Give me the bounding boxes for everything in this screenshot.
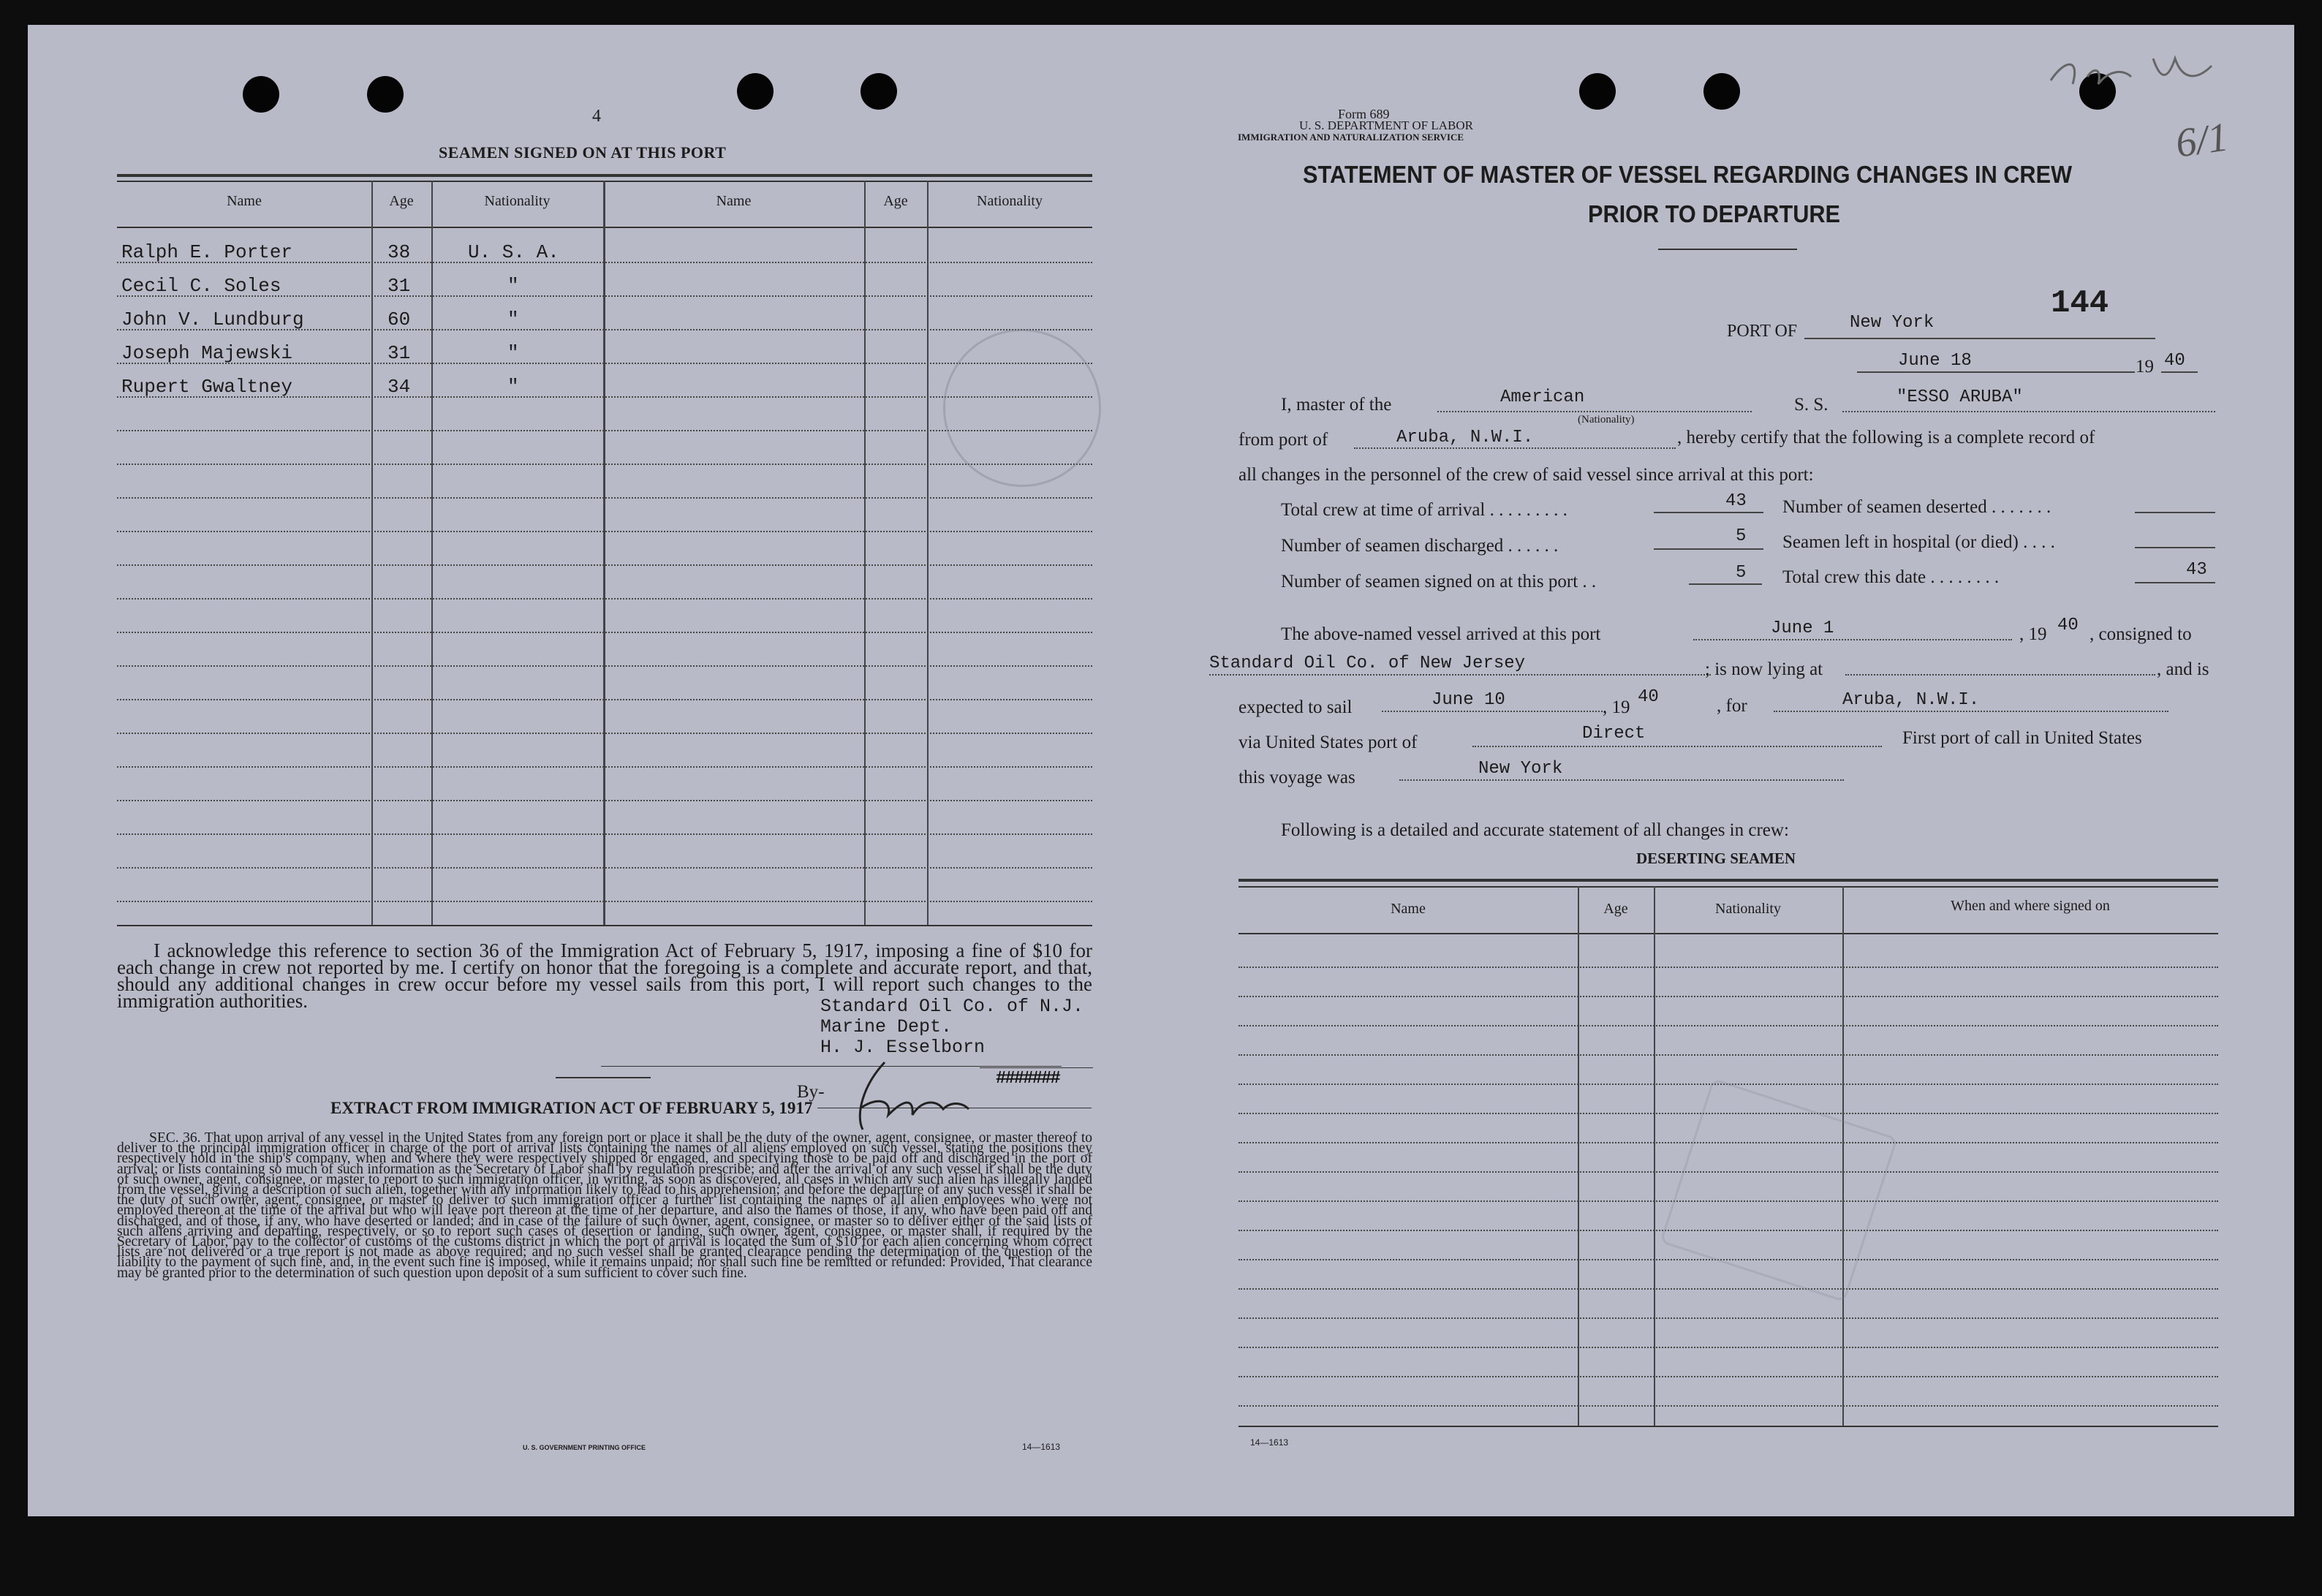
punch-hole xyxy=(737,73,774,110)
seaman-age: 31 xyxy=(387,342,411,364)
seaman-age: 60 xyxy=(387,309,411,330)
total-crew-date: 43 xyxy=(2186,560,2207,580)
sail-year: 40 xyxy=(1638,687,1659,707)
vessel-name: "ESSO ARUBA" xyxy=(1896,387,2023,407)
year-prefix: 19 xyxy=(2136,357,2154,377)
section-title: SEAMEN SIGNED ON AT THIS PORT xyxy=(439,143,727,162)
seaman-nationality: " xyxy=(507,342,519,364)
deserted-label: Number of seamen deserted . . . . . . . xyxy=(1782,497,2051,517)
punch-hole xyxy=(367,76,404,113)
document-sheet xyxy=(28,25,2294,1516)
table-row xyxy=(121,275,281,297)
sail-date: June 10 xyxy=(1432,690,1505,710)
page-number: 4 xyxy=(592,107,601,126)
column-header-age: Age xyxy=(883,193,908,209)
arrived-date: June 1 xyxy=(1771,619,1834,638)
seaman-nationality: U. S. A. xyxy=(468,241,559,263)
hospital-label: Seamen left in hospital (or died) . . . . xyxy=(1782,532,2055,552)
from-port-value: Aruba, N.W.I. xyxy=(1396,428,1534,447)
total-crew-date-label: Total crew this date . . . . . . . . xyxy=(1782,567,2000,587)
extract-text: SEC. 36. That upon arrival of any vessel in the United States from any foreign port or place it shall be the duty of the owner, agent, consignee, or master thereof to deliver to the principal immigration officer in charge of the port of arrival lists containing the names of all aliens employed on such vessel, stating the positions they respectively hold in the ship's company, when and where they were respectively shipped or engaged, and specifying those to be paid off and discharged in the port of arrival; or lists containing so much of such information as the Secretary of Labor shall by regulation prescribe; and after the arrival of any such vessel it shall be the duty of such owner, agent, consignee, or master to report to such immigration officer, in writing, as soon as discovered, all cases in which any such alien has illegally landed from the vessel, giving a description of such alien, together with any information likely to lead to his apprehension; and before the departure of any such vessel it shall be the duty of such owner, agent, consignee, or master to deliver to such immigration officer a further list containing the names of all alien employees who were not employed thereon at the time of the arrival but who will leave port thereon at the time of her departure, and also the names of those, if any, who have been paid off and discharged, and of those, if any, who have deserted or landed; and in case of the failure of such owner, agent, consignee, or master so to deliver either of the said lists of such aliens arriving and departing, respectively, or so to report such cases of desertion or landing, such owner, agent, consignee, or master shall, if required by the Secretary of Labor, pay to the collector of customs of the customs district in which the port of arrival is located the sum of $10 for each alien concerning whom correct lists are not delivered or a true report is not made as above required; and no such vessel shall be granted clearance pending the determination of the question of the liability to the payment of such fine, and, in the event such fine is imposed, while it remains unpaid; nor shall such fine be remitted or refunded: Provided, That clearance may be granted prior to the determination of such question upon deposit of a sum sufficient to cover such fine. xyxy=(117,1130,1092,1281)
punch-hole xyxy=(243,76,279,113)
sail-year-prefix: , 19 xyxy=(1603,697,1630,717)
seaman-age: 34 xyxy=(387,376,411,398)
acknowledgement-paragraph: I acknowledge this reference to section 36 of the Immigration Act of February 5, 1917, imposing a fine of $10 for each change in crew not reported by me. I certify on honor that the foregoing is a complete and accurate report, and that, should any additional changes in crew occur before my vessel sails from this port, I will report such changes to the immigration authorities. xyxy=(117,939,1092,1012)
voyage-label: this voyage was xyxy=(1238,768,1355,787)
consignee: Standard Oil Co. of New Jersey xyxy=(1209,654,1526,673)
certify-text: , hereby certify that the following is a complete record of xyxy=(1677,428,2095,447)
punch-hole xyxy=(1703,73,1740,110)
seaman-nationality: " xyxy=(507,376,519,398)
column-header-age: Age xyxy=(389,193,414,209)
date-month-day: June 18 xyxy=(1898,351,1972,371)
port-label: PORT OF xyxy=(1727,322,1798,341)
extract-title: EXTRACT FROM IMMIGRATION ACT OF FEBRUARY 5, 1917 xyxy=(330,1099,813,1117)
via-label: via United States port of xyxy=(1238,733,1418,752)
seaman-age: 38 xyxy=(387,241,411,263)
handwritten-initials xyxy=(2043,44,2234,102)
stamp-number: 144 xyxy=(2051,285,2109,322)
printing-office: U. S. GOVERNMENT PRINTING OFFICE xyxy=(523,1444,646,1451)
column-header-name: Name xyxy=(227,193,262,209)
nationality-value: American xyxy=(1500,387,1585,407)
column-header-signed-on: When and where signed on xyxy=(1951,898,2110,914)
table-row xyxy=(121,342,292,364)
total-crew-arrival-label: Total crew at time of arrival . . . . . . . . . xyxy=(1281,500,1567,520)
and-is-label: , and is xyxy=(2157,659,2209,679)
deserting-title: DESERTING SEAMEN xyxy=(1636,850,1796,867)
faint-seal-stamp xyxy=(943,329,1101,487)
discharged-count: 5 xyxy=(1736,526,1747,546)
signatory-block xyxy=(817,996,1084,1058)
table-row xyxy=(121,376,292,398)
service-name: IMMIGRATION AND NATURALIZATION SERVICE xyxy=(1238,132,1464,143)
arrived-label: The above-named vessel arrived at this port xyxy=(1281,624,1601,644)
signatory-name: H. J. Esselborn xyxy=(820,1037,986,1058)
by-label: By- xyxy=(797,1082,825,1102)
column-header-nationality: Nationality xyxy=(1715,901,1781,917)
form-number: Form 689 xyxy=(1338,107,1390,121)
certify-text-2: all changes in the personnel of the crew of said vessel since arrival at this port: xyxy=(1238,465,1814,485)
column-header-nationality: Nationality xyxy=(484,193,551,209)
seaman-nationality: " xyxy=(507,275,519,297)
seaman-name: Cecil C. Soles xyxy=(121,275,281,297)
date-year: 40 xyxy=(2164,351,2185,371)
seaman-age: 31 xyxy=(387,275,411,297)
signed-on-count: 5 xyxy=(1736,563,1747,583)
signatory-company: Standard Oil Co. of N.J. xyxy=(820,996,1084,1017)
ss-label: S. S. xyxy=(1794,395,1829,415)
seaman-name: Joseph Majewski xyxy=(121,342,293,364)
table-row xyxy=(121,241,292,263)
form-code: 14—1613 xyxy=(1250,1437,1289,1448)
for-label: , for xyxy=(1717,696,1747,716)
lying-label: ; is now lying at xyxy=(1705,659,1823,679)
column-header-name: Name xyxy=(1391,901,1426,917)
table-row xyxy=(121,309,304,330)
seaman-name: Rupert Gwaltney xyxy=(121,376,293,398)
expected-label: expected to sail xyxy=(1238,697,1353,717)
seaman-name: John V. Lundburg xyxy=(121,309,304,330)
form-title-line2: PRIOR TO DEPARTURE xyxy=(1588,200,1841,227)
column-header-name: Name xyxy=(716,193,752,209)
punch-hole xyxy=(861,73,897,110)
voyage-value: New York xyxy=(1478,759,1563,779)
seaman-name: Ralph E. Porter xyxy=(121,241,293,263)
total-crew-arrival: 43 xyxy=(1725,491,1747,511)
punch-hole xyxy=(1579,73,1616,110)
struck-out-text: ####### xyxy=(996,1069,1059,1089)
signed-on-label: Number of seamen signed on at this port . . xyxy=(1281,572,1597,591)
form-title-line1: STATEMENT OF MASTER OF VESSEL REGARDING CHANGES IN CREW xyxy=(1303,161,2073,188)
handwritten-corner-note: 6/1 xyxy=(2173,114,2231,167)
handwritten-signature xyxy=(833,1056,980,1137)
first-port-label: First port of call in United States xyxy=(1902,728,2142,748)
following-text: Following is a detailed and accurate statement of all changes in crew: xyxy=(1281,820,1789,840)
from-port-label: from port of xyxy=(1238,430,1328,450)
column-header-age: Age xyxy=(1603,901,1628,917)
arrived-year-prefix: , 19 xyxy=(2019,624,2047,644)
consigned-label: , consigned to xyxy=(2090,624,2192,644)
discharged-label: Number of seamen discharged . . . . . . xyxy=(1281,536,1559,556)
signatory-department: Marine Dept. xyxy=(820,1016,953,1037)
seaman-nationality: " xyxy=(507,309,519,330)
column-header-nationality: Nationality xyxy=(977,193,1043,209)
form-code: 14—1613 xyxy=(1022,1442,1061,1452)
destination: Aruba, N.W.I. xyxy=(1842,690,1980,710)
nationality-caption: (Nationality) xyxy=(1578,414,1635,426)
department-name: U. S. DEPARTMENT OF LABOR xyxy=(1299,118,1473,132)
port-value: New York xyxy=(1850,313,1935,333)
via-value: Direct xyxy=(1582,724,1646,744)
master-label: I, master of the xyxy=(1281,395,1392,415)
arrived-year: 40 xyxy=(2057,616,2079,635)
